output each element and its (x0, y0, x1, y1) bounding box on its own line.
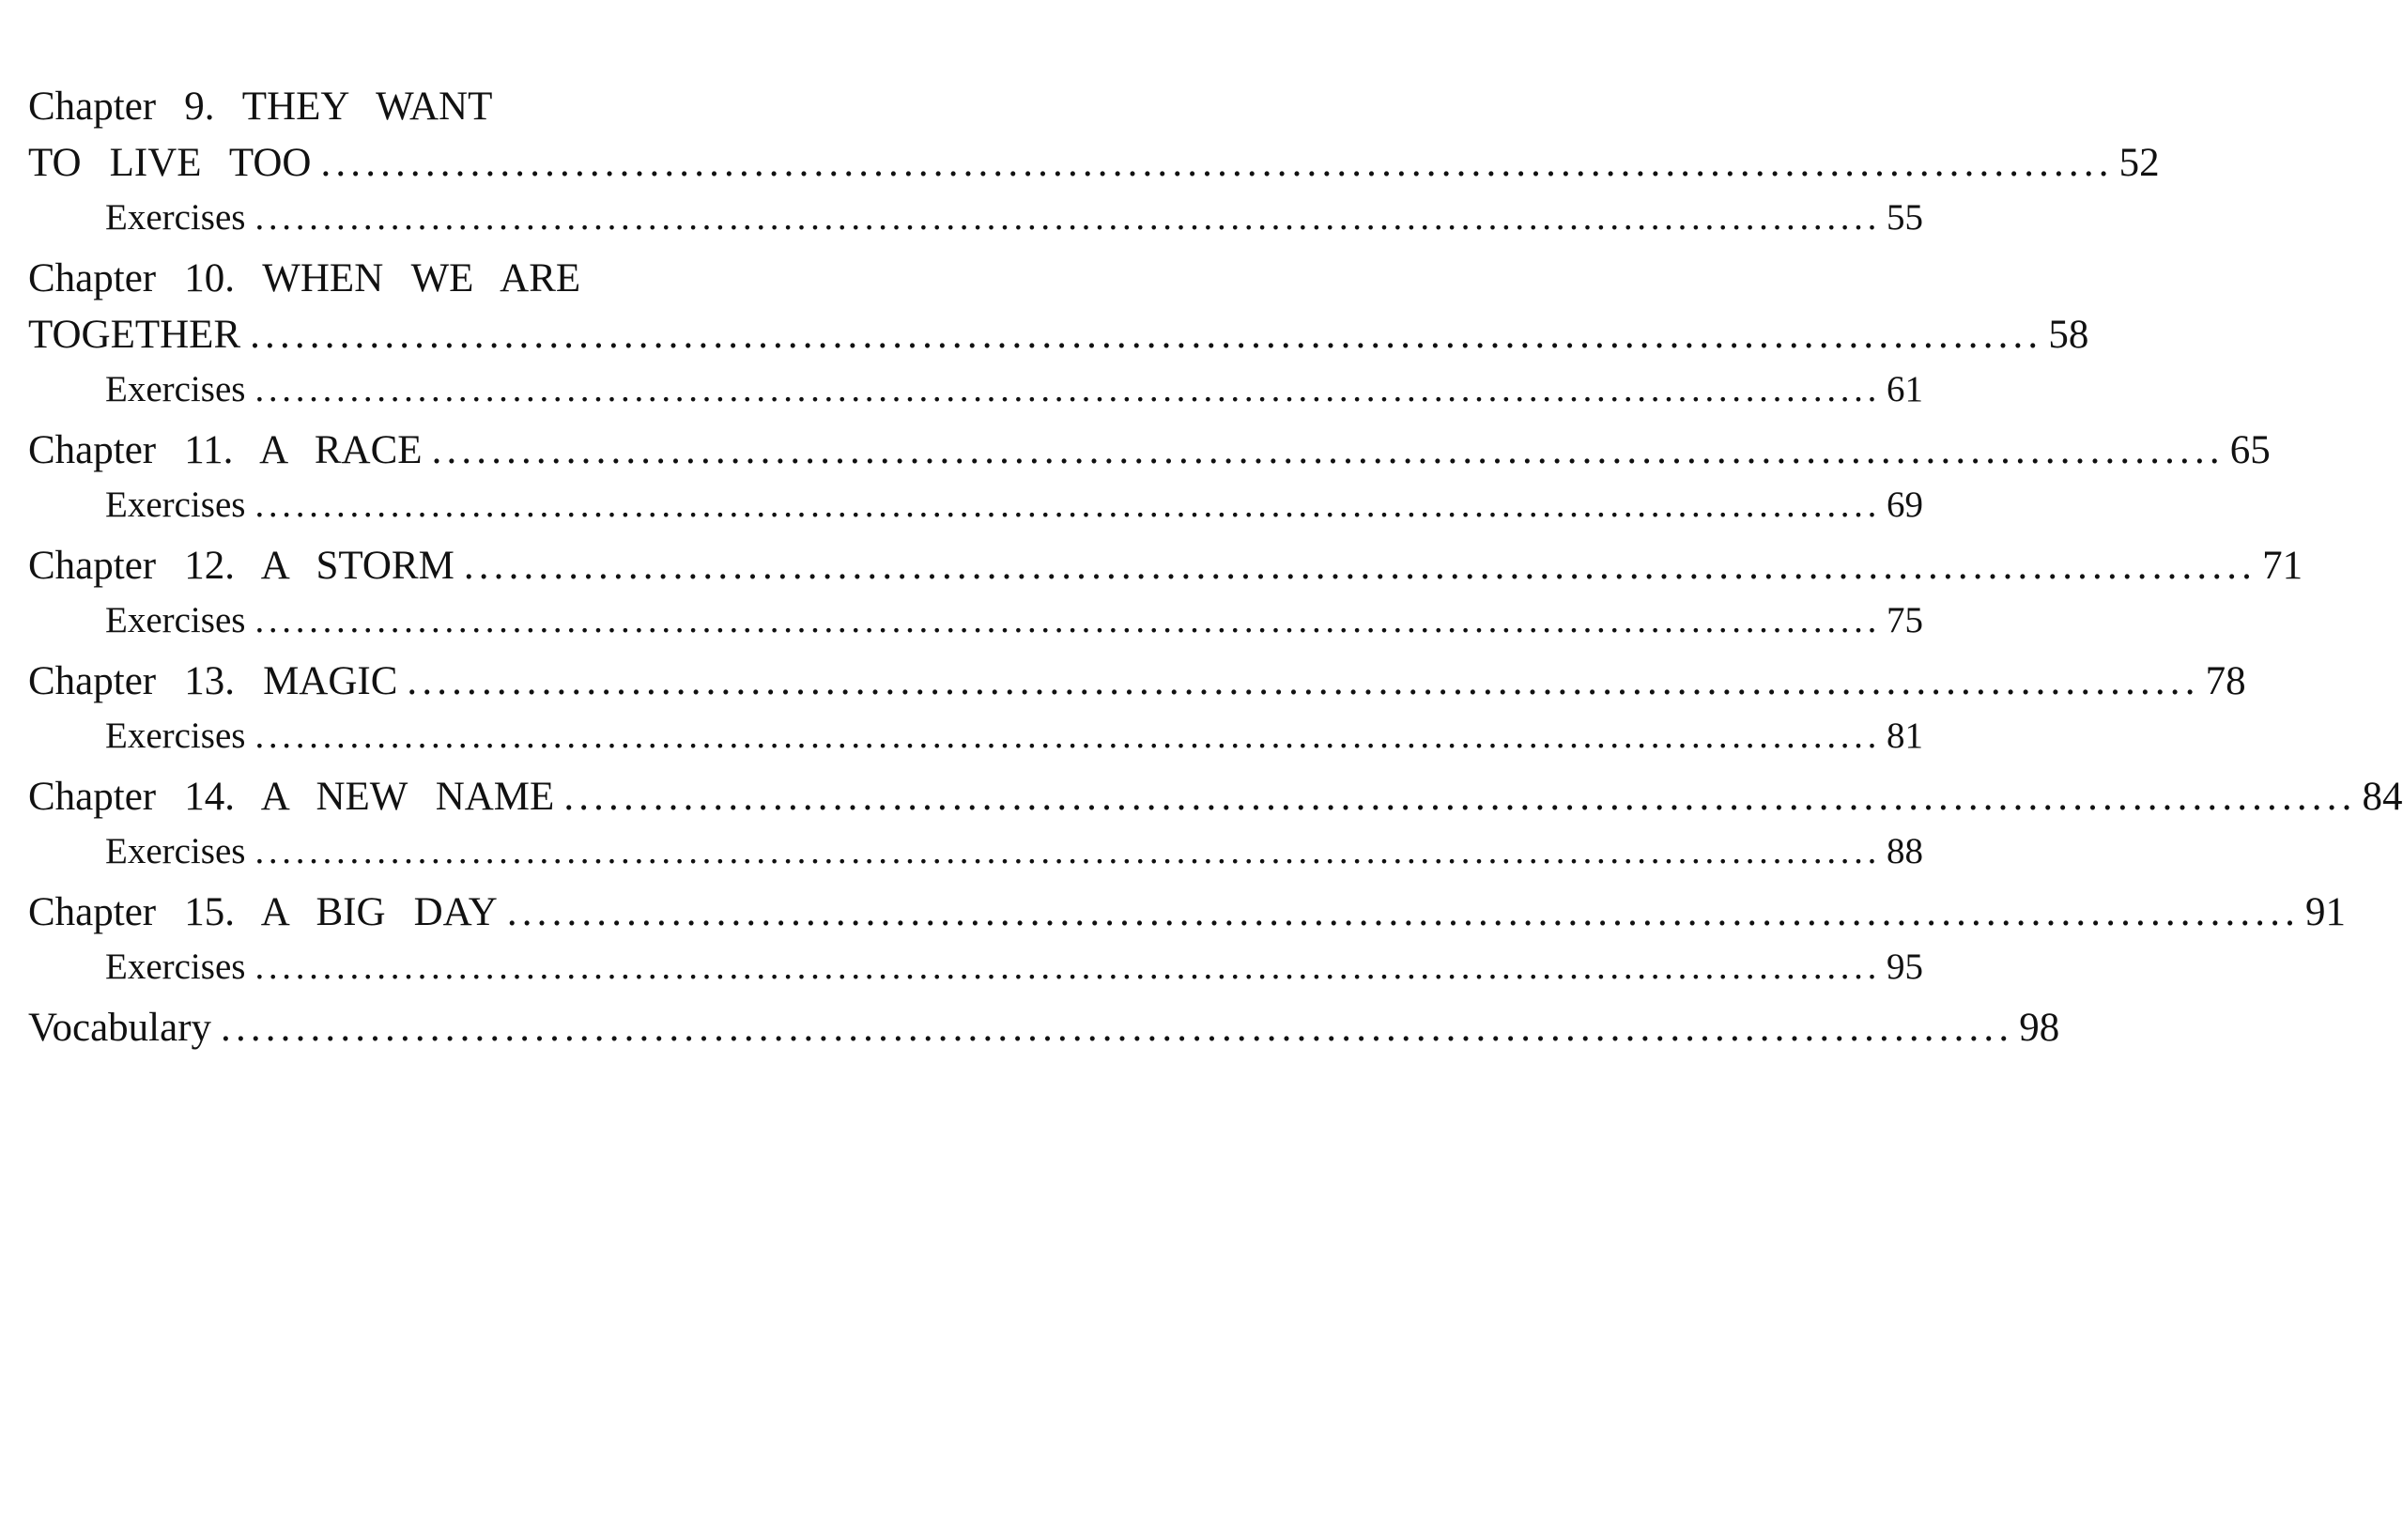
page-number: 69 (1887, 485, 1924, 525)
toc-chapter-12-entry[interactable] (28, 538, 2303, 594)
page-number: 65 (2229, 428, 2271, 472)
dot-leader: ........................................................................................................................ (254, 831, 1882, 871)
dot-leader: ........................................................................................................................ (254, 947, 1882, 987)
exercises-label: Exercises (105, 831, 246, 871)
dot-leader: ........................................................................................................................ (463, 544, 2257, 588)
dot-leader: ........................................................................................................................ (254, 716, 1882, 756)
page-number: 95 (1887, 947, 1924, 987)
chapter-title: Chapter 15. A BIG DAY (28, 890, 498, 934)
page-number: 71 (2262, 544, 2303, 588)
chapter-title: Chapter 14. A NEW NAME (28, 775, 555, 819)
dot-leader: ........................................................................................................................ (320, 141, 2114, 185)
toc-exercises-9[interactable] (28, 192, 1924, 243)
page-number: 98 (2019, 1006, 2060, 1050)
page-number: 84 (2362, 775, 2403, 819)
page-number: 58 (2048, 313, 2089, 357)
toc-chapter-14-entry[interactable] (28, 769, 2403, 825)
toc-chapter-11-entry[interactable] (28, 423, 2271, 479)
dot-leader: ........................................................................................................................ (250, 313, 2043, 357)
page-number: 78 (2205, 659, 2246, 703)
chapter-title: Chapter 11. A RACE (28, 428, 423, 472)
chapter-title: Chapter 12. A STORM (28, 544, 454, 588)
dot-leader: ........................................................................................................................ (431, 428, 2225, 472)
dot-leader: ........................................................................................................................ (254, 600, 1882, 640)
chapter-title-continued: TOGETHER (28, 313, 241, 357)
dot-leader: ........................................................................................................................ (563, 775, 2357, 819)
page-number: 81 (1887, 716, 1924, 756)
dot-leader: ........................................................................................................................ (254, 369, 1882, 409)
page-number: 55 (1887, 197, 1924, 238)
page-number: 75 (1887, 600, 1924, 640)
page-number: 61 (1887, 369, 1924, 409)
chapter-title: Chapter 10. WHEN WE ARE (28, 256, 581, 300)
toc-chapter-15-entry[interactable] (28, 885, 2347, 941)
toc-exercises-10[interactable] (28, 363, 1924, 415)
toc-chapter-9-title-line (28, 79, 834, 135)
dot-leader: ........................................................................................................................ (506, 890, 2301, 934)
table-of-contents (28, 79, 2403, 1056)
dot-leader: ........................................................................................................................ (407, 659, 2200, 703)
page-number: 88 (1887, 831, 1924, 871)
vocabulary-label: Vocabulary (28, 1006, 212, 1050)
chapter-title: Chapter 13. MAGIC (28, 659, 398, 703)
exercises-label: Exercises (105, 600, 246, 640)
exercises-label: Exercises (105, 947, 246, 987)
toc-exercises-15[interactable] (28, 941, 1924, 993)
chapter-title-continued: TO LIVE TOO (28, 141, 312, 185)
toc-chapter-10-entry[interactable] (28, 307, 2089, 363)
toc-exercises-11[interactable] (28, 479, 1924, 531)
exercises-label: Exercises (105, 197, 246, 238)
chapter-title: Chapter 9. THEY WANT (28, 85, 493, 129)
toc-chapter-9-entry[interactable] (28, 135, 2160, 192)
dot-leader: ........................................................................................................................ (254, 197, 1882, 238)
dot-leader: ........................................................................................................................ (221, 1006, 2014, 1050)
toc-vocabulary-entry[interactable] (28, 1000, 2060, 1056)
toc-chapter-10-title-line (28, 251, 834, 307)
toc-exercises-14[interactable] (28, 825, 1924, 877)
toc-exercises-12[interactable] (28, 594, 1924, 646)
toc-exercises-13[interactable] (28, 710, 1924, 762)
exercises-label: Exercises (105, 716, 246, 756)
toc-chapter-13-entry[interactable] (28, 654, 2246, 710)
dot-leader: ........................................................................................................................ (254, 485, 1882, 525)
page-number: 91 (2305, 890, 2347, 934)
exercises-label: Exercises (105, 369, 246, 409)
exercises-label: Exercises (105, 485, 246, 525)
page-number: 52 (2118, 141, 2160, 185)
